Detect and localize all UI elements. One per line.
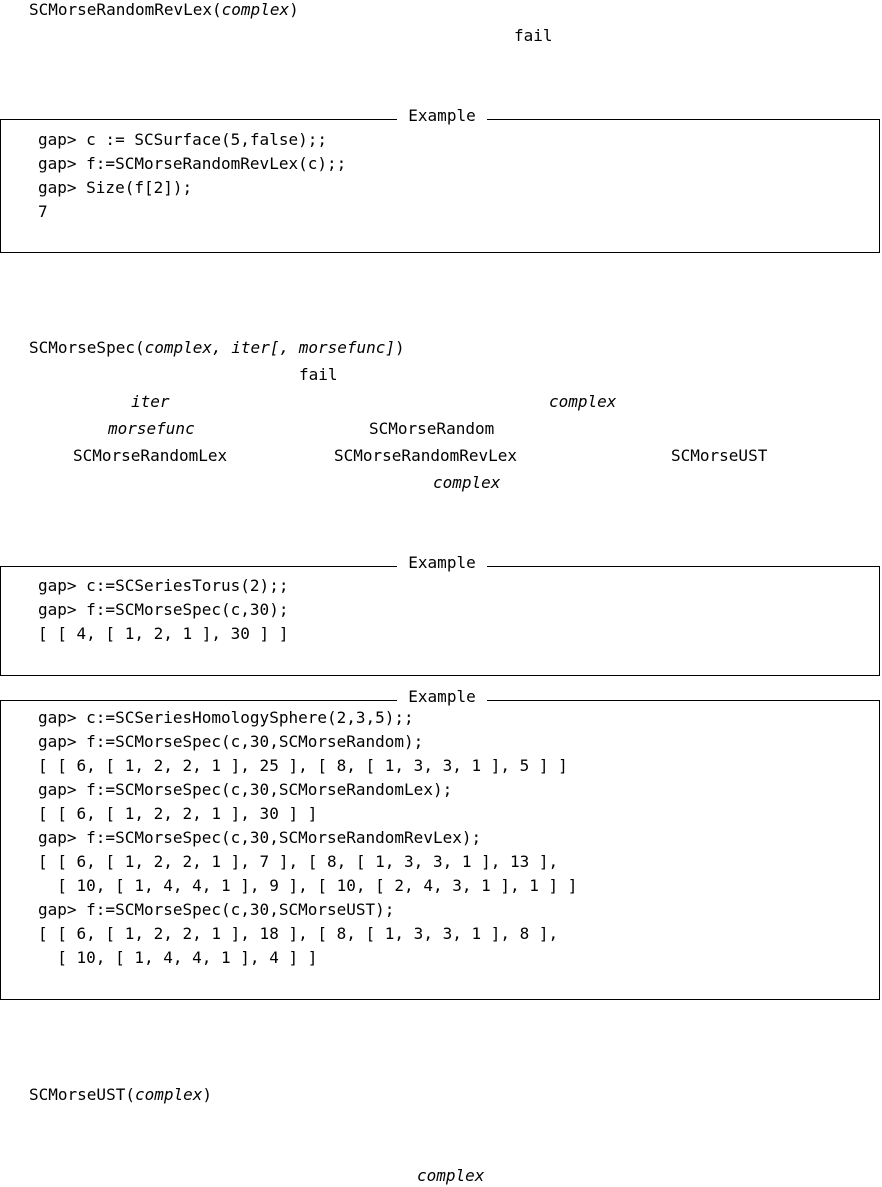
code-block: gap> c:=SCSeriesTorus(2);; gap> f:=SCMorseSpec(c,30); [ [ 4, [ 1, 2, 1 ], 30 ] ] <box>38 576 289 643</box>
function-signature-scmorserandomrevlex <box>29 0 299 20</box>
signature-name: SCMorseUST( <box>29 1085 135 1104</box>
complex-token: complex <box>549 392 617 411</box>
example-label: Example <box>397 106 487 126</box>
example-box-3 <box>0 687 880 1000</box>
signature-arg: complex <box>134 1085 203 1104</box>
function-ref-scmorserandom: SCMorseRandom <box>369 419 495 438</box>
morsefunc-token: morsefunc <box>108 419 195 438</box>
signature-name: SCMorseRandomRevLex( <box>29 0 222 19</box>
signature-close: ) <box>395 338 405 357</box>
complex-token: complex <box>433 473 501 492</box>
signature-close: ) <box>289 0 299 19</box>
example-box-2 <box>0 553 880 676</box>
signature-arg: complex <box>221 0 290 19</box>
function-signature-scmorsespec <box>29 338 405 358</box>
function-ref-scmorserandomrevlex: SCMorseRandomRevLex <box>334 446 518 465</box>
signature-args: complex, iter[, morsefunc] <box>144 338 396 357</box>
signature-close: ) <box>202 1085 213 1104</box>
function-ref-scmorserandomlex: SCMorseRandomLex <box>73 446 228 465</box>
fail-token: fail <box>514 26 553 45</box>
example-box-1 <box>0 106 880 253</box>
function-ref-scmorseust: SCMorseUST <box>671 446 768 465</box>
code-block: gap> c := SCSurface(5,false);; gap> f:=SCMorseRandomRevLex(c);; gap> Size(f[2]); 7 <box>38 130 347 221</box>
function-signature-scmorseust <box>29 1085 212 1105</box>
complex-token: complex <box>417 1166 485 1185</box>
code-block: gap> c:=SCSeriesHomologySphere(2,3,5);; gap> f:=SCMorseSpec(c,30,SCMorseRandom); [ [ 6, [ 1, 2, 2, 1 ], 25 ], [ 8, [ 1, 3, 3, 1 ], 5 ] ] gap> f:=SCMorseSpec(c,30,SCMorseRandomLex); [ [ 6, [ 1, 2, 2, 1 ], 30 ] ] gap> f:=SCMorseSpec(c,30,SCMorseRandomRevLex); [ [ 6, [ 1, 2, 2, 1 ], 7 ], [ 8, [ 1, 3, 3, 1 ], 13 ], [ 10, [ 1, 4, 4, 1 ], 9 ], [ 10, [ 2, 4, 3, 1 ], 1 ] ] gap> f:=SCMorseSpec(c,30,SCMorseUST); [ [ 6, [ 1, 2, 2, 1 ], 18 ], [ 8, [ 1, 3, 3, 1 ], 8 ], [ 10, [ 1, 4, 4, 1 ], 4 ] ] <box>38 708 578 967</box>
example-label: Example <box>397 553 487 573</box>
signature-name: SCMorseSpec( <box>29 338 145 357</box>
fail-token: fail <box>299 365 338 384</box>
iter-token: iter <box>131 392 170 411</box>
example-label: Example <box>397 687 487 707</box>
